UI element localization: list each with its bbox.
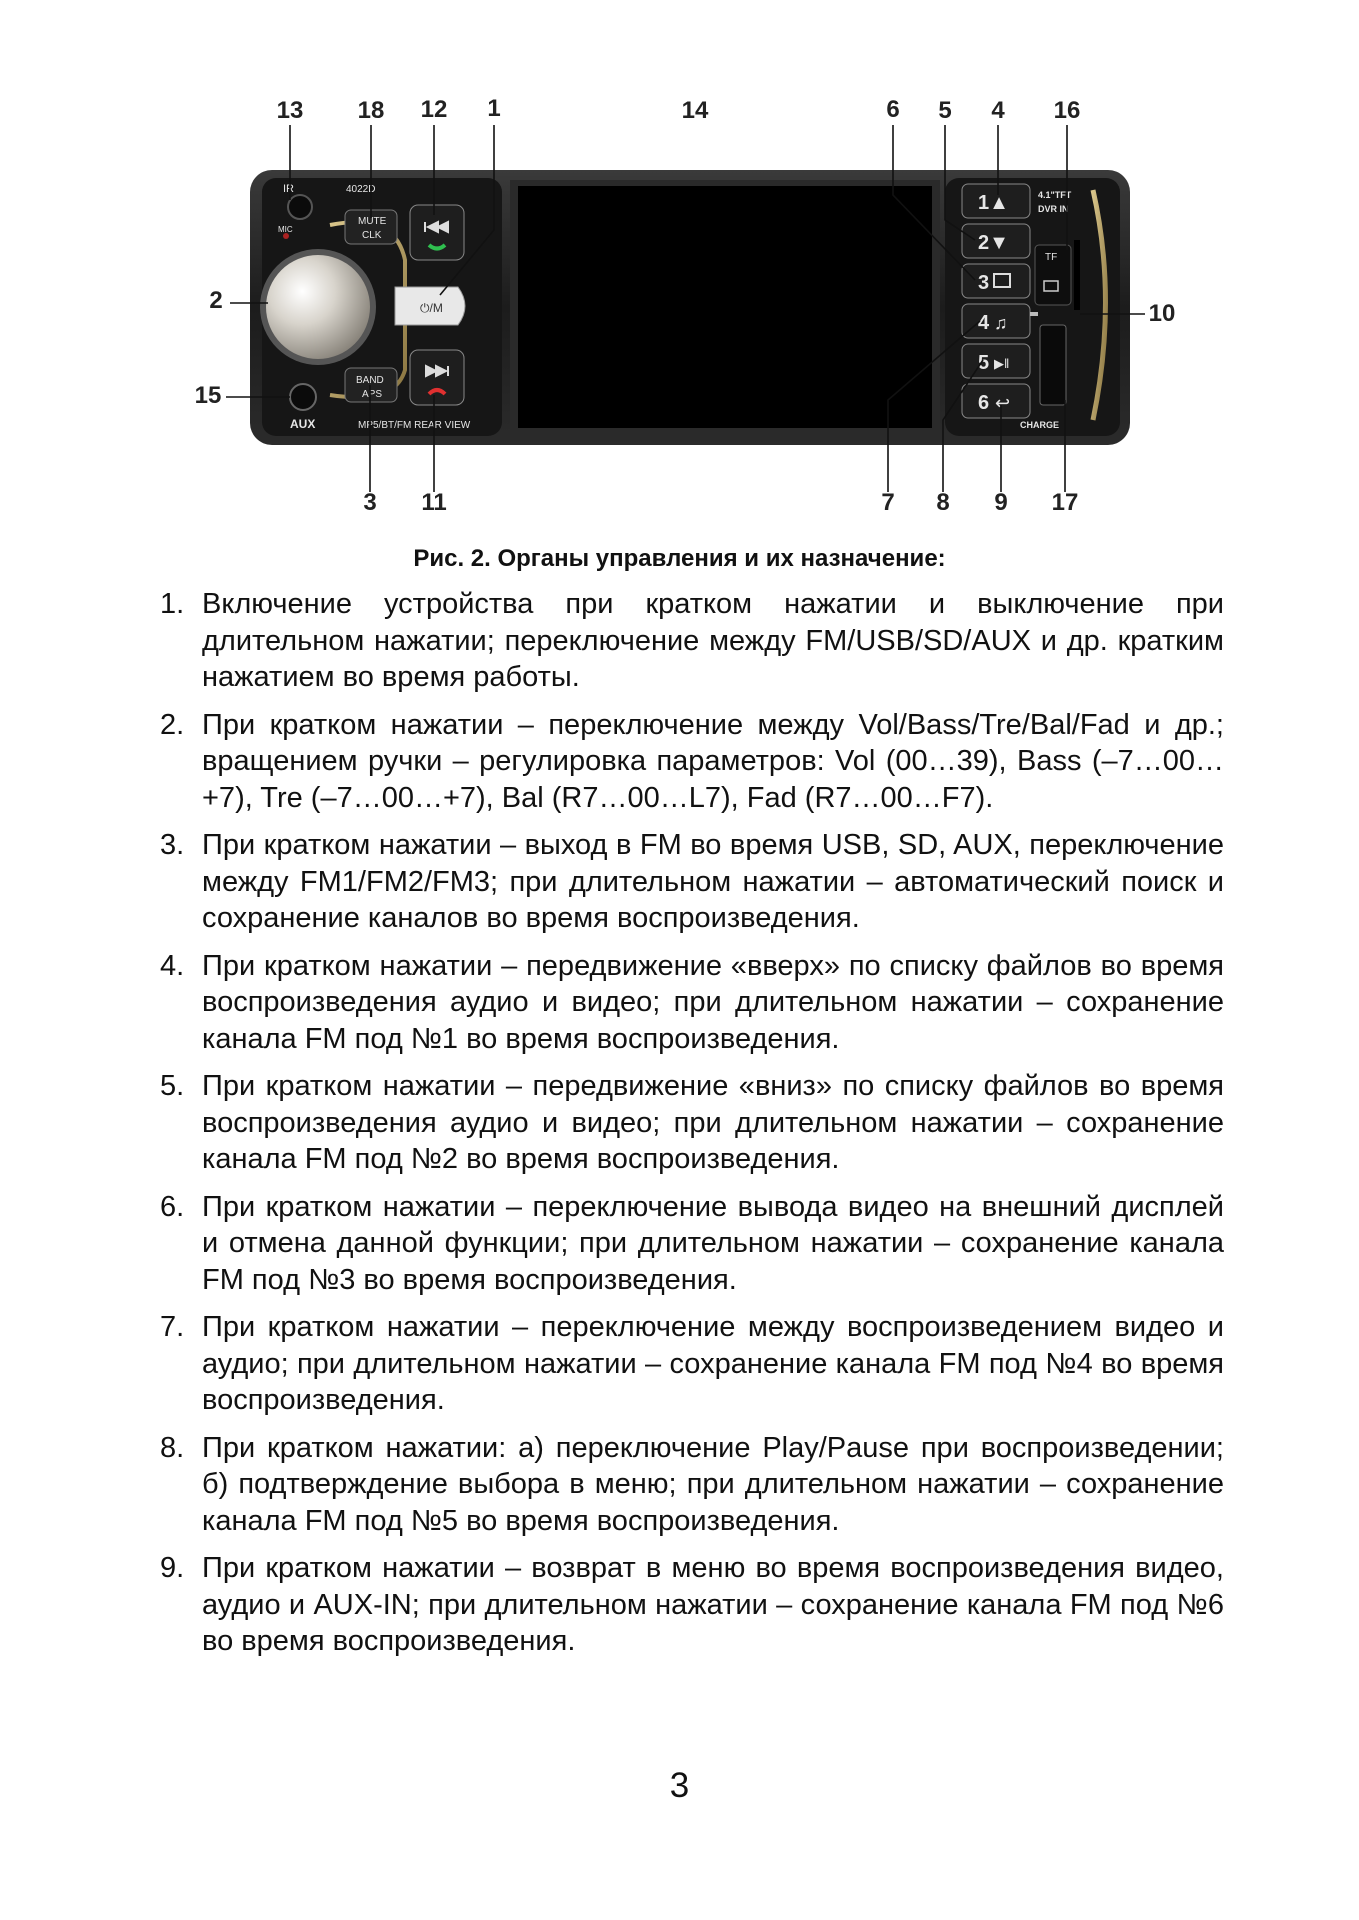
- callout-2: 2: [209, 287, 223, 314]
- callout-12: 12: [420, 96, 448, 123]
- list-item-text: При кратком нажатии – переключение между воспроизведением видео и аудио; при длительном нажатии – сохранение канала FM под №4 во время воспроизведения.: [202, 1311, 1224, 1416]
- preset-5-label: 5: [978, 352, 990, 374]
- list-item: [160, 1189, 1224, 1299]
- callout-4: 4: [991, 97, 1005, 124]
- list-item-number: 8.: [160, 1431, 185, 1464]
- return-icon: ↩: [995, 393, 1011, 413]
- callout-3: 3: [363, 489, 377, 516]
- list-item-number: 1.: [160, 588, 185, 620]
- display-screen: [518, 186, 932, 428]
- preset-button-2[interactable]: [962, 224, 1030, 258]
- list-item: [160, 827, 1224, 937]
- list-item-text: При кратком нажатии: а) переключение Play/Pause при воспроизведении; б) подтверждение выбора в меню; при длительном нажатии – сохранение канала FM под №5 во время воспроизведения.: [202, 1431, 1224, 1537]
- list-item-text: При кратком нажатии – передвижение «вверх» по списку файлов во время воспроизведения аудио и видео; при длительном нажатии – сохранение канала FM под №1 во время воспроизведения.: [202, 949, 1224, 1055]
- callout-10: 10: [1148, 300, 1176, 327]
- device-figure: [0, 0, 1359, 545]
- list-item: [160, 1430, 1224, 1540]
- tf-label: TF: [1045, 252, 1058, 263]
- mic-label: MIC: [278, 225, 293, 234]
- list-item-number: 2.: [160, 708, 185, 741]
- list-item-number: 7.: [160, 1311, 185, 1343]
- band-aps-button[interactable]: [345, 368, 397, 402]
- preset-button-4[interactable]: [962, 304, 1030, 338]
- list-item: [160, 1068, 1224, 1178]
- callout-8: 8: [936, 489, 950, 516]
- callout-5: 5: [938, 97, 952, 124]
- tf-slot-opening: [1074, 240, 1080, 310]
- list-item-number: 3.: [160, 829, 185, 861]
- list-item-text: При кратком нажатии – переключение вывода видео на внешний дисплей и отмена данной функции; при длительном нажатии – сохранение канала FM под №3 во время воспроизведения.: [202, 1190, 1224, 1296]
- preset-1-label: 1▲: [978, 192, 1009, 214]
- list-item-text: При кратком нажатии – выход в FM во время USB, SD, AUX, переключение между FM1/FM2/FM3; при длительном нажатии – автоматический поиск и сохранение каналов во время воспроизведения.: [202, 829, 1224, 934]
- play-pause-icon: ▶‖: [994, 356, 1010, 371]
- charge-label: CHARGE: [1020, 420, 1060, 430]
- page-number: 3: [669, 1766, 690, 1805]
- callout-13: 13: [276, 97, 304, 124]
- power-mode-button[interactable]: [395, 287, 465, 325]
- callout-6: 6: [886, 96, 900, 123]
- callout-18: 18: [357, 97, 385, 124]
- preset-6-label: 6: [978, 392, 990, 414]
- preset-button-6[interactable]: [962, 384, 1030, 418]
- panel-bottom-text: MP5/BT/FM REAR VIEW: [358, 420, 471, 431]
- callout-7: 7: [881, 489, 895, 516]
- usb-led: [1030, 312, 1038, 316]
- car-stereo-illustration: [0, 0, 1359, 545]
- list-item: [160, 1309, 1224, 1419]
- ir-sensor: [288, 195, 312, 219]
- preset-button-3[interactable]: [962, 264, 1030, 298]
- music-note-icon: ♫: [994, 313, 1008, 333]
- list-item-number: 9.: [160, 1552, 185, 1584]
- preset-button-1[interactable]: [962, 184, 1030, 218]
- tf-card-slot[interactable]: [1035, 245, 1071, 305]
- preset-2-label: 2▼: [978, 232, 1009, 254]
- list-item-text: При кратком нажатии – возврат в меню во время воспроизведения видео, аудио и AUX-IN; при длительном нажатии – сохранение канала FM под №6 во время воспроизведения.: [202, 1552, 1224, 1657]
- list-item-number: 4.: [160, 949, 185, 982]
- callout-16: 16: [1053, 97, 1081, 124]
- list-item-text: Включение устройства при кратком нажатии и выключение при длительном нажатии; переключение между FM/USB/SD/AUX и др. кратким нажатием во время работы.: [202, 588, 1224, 693]
- list-item-number: 5.: [160, 1070, 185, 1102]
- list-item: [160, 1550, 1224, 1660]
- preset-3-label: 3: [978, 272, 990, 294]
- tft-label: 4.1"TFT: [1038, 190, 1072, 200]
- ir-label: IR: [283, 183, 294, 195]
- callout-11: 11: [421, 489, 447, 516]
- aux-jack[interactable]: [290, 384, 316, 410]
- callout-9: 9: [994, 489, 1008, 516]
- volume-knob[interactable]: [260, 249, 376, 365]
- usb-port[interactable]: [1040, 325, 1066, 405]
- preset-4-label: 4: [978, 312, 990, 334]
- callout-14: 14: [681, 97, 709, 124]
- list-item: [160, 586, 1224, 696]
- dvr-in-label: DVR IN: [1038, 204, 1069, 214]
- aux-label: AUX: [290, 417, 316, 431]
- prev-track-button[interactable]: [410, 205, 464, 260]
- list-item-text: При кратком нажатии – переключение между Vol/Bass/Tre/Bal/Fad и др.; вращением ручки – регулировка параметров: Vol (00…39), Bass (–7…00…+7), Tre (–7…00…+7), Bal (R7…00…L7), Fad (R7…00…F7).: [202, 708, 1224, 814]
- callout-1: 1: [487, 95, 501, 122]
- model-label: 4022D: [346, 184, 376, 195]
- figure-caption: Рис. 2. Органы управления и их назначение:: [413, 545, 946, 572]
- list-item: [160, 707, 1224, 817]
- controls-description-list: [160, 586, 1224, 1671]
- mute-label: MUTE: [358, 216, 387, 227]
- clk-label: CLK: [362, 230, 382, 241]
- preset-button-5[interactable]: [962, 344, 1030, 378]
- list-item: [160, 948, 1224, 1058]
- band-label: BAND: [356, 375, 384, 386]
- callout-17: 17: [1051, 489, 1079, 516]
- list-item-number: 6.: [160, 1190, 185, 1223]
- next-track-button[interactable]: [410, 350, 464, 405]
- aps-label: APS: [362, 389, 383, 400]
- list-item-text: При кратком нажатии – передвижение «вниз» по списку файлов во время воспроизведения аудио и видео; при длительном нажатии – сохранение канала FM под №2 во время воспроизведения.: [202, 1070, 1224, 1175]
- power-mode-label: ⏻/M: [420, 301, 443, 315]
- callout-15: 15: [194, 382, 222, 409]
